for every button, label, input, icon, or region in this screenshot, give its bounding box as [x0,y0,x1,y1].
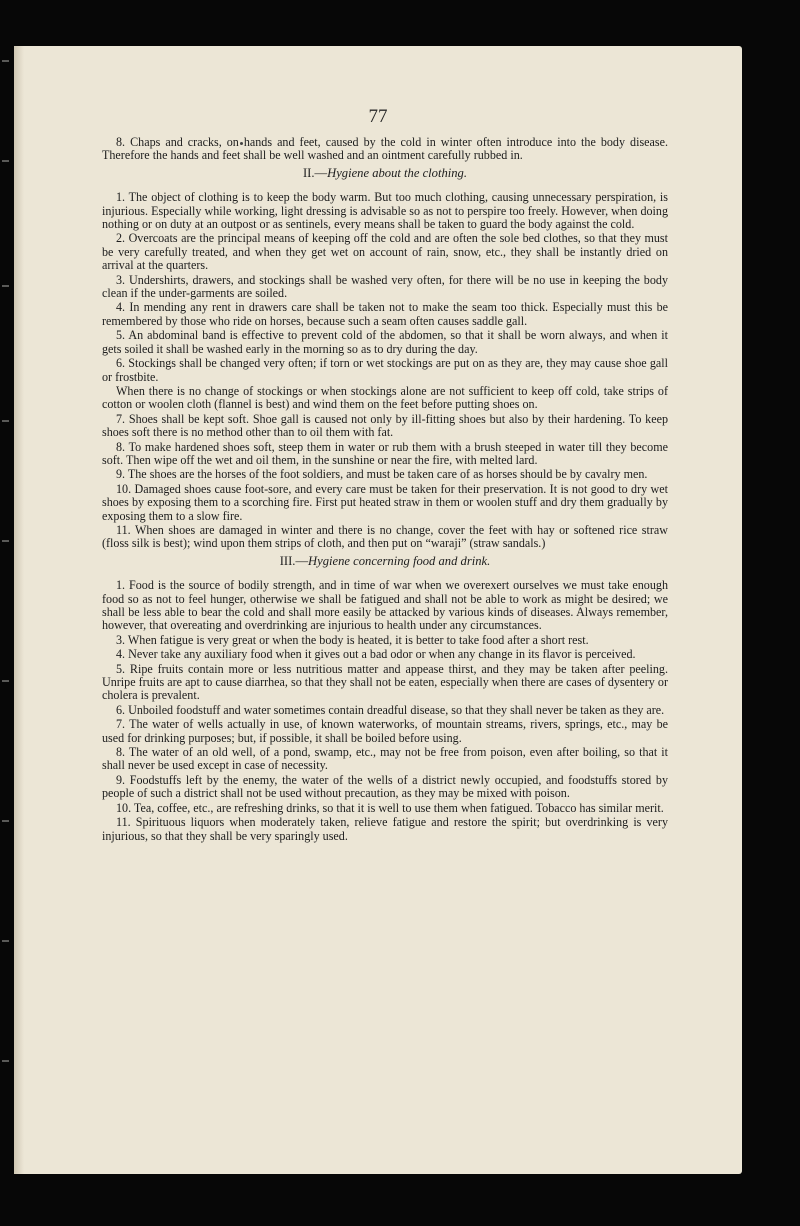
section-heading [102,167,668,180]
section-heading-number: II.— [302,165,328,180]
paragraph: 11. When shoes are damaged in winter and there is no change, cover the feet with hay or softened rice straw (floss silk is best); wind upon them strips of cloth, and then put on “waraji” (straw sandals.) [102,522,668,551]
section-heading-number: III.— [279,553,309,568]
paragraph: 6. Unboiled foodstuff and water sometimes contain dreadful disease, so that they shall never be taken as they are. [116,702,665,717]
page-text [102,136,668,844]
paragraph: 3. Undershirts, drawers, and stockings shall be washed very often, for there will be no use in keeping the body clean if the under-garments are soiled. [102,272,668,301]
paragraph: 1. The object of clothing is to keep the body warm. But too much clothing, causing unnecessary perspiration, is injurious. Especially while working, light dressing is advisable so as not to perspire too freely. However, when doing nothing or on duty at an outpost or as sentinels, every means shall be taken to guard the body against the cold. [102,190,668,232]
paragraph: 8. To make hardened shoes soft, steep them in water or rub them with a brush steeped in water till they become soft. Then wipe off the wet and oil them, in the sunshine or near the fire, with melted lard. [102,439,668,467]
paragraph: 3. When fatigue is very great or when the body is heated, it is better to take food after a short rest. [116,632,589,647]
paragraph: 4. In mending any rent in drawers care shall be taken not to make the seam too thick. Especially must this be remembered by those who ride on horses, because such a seam often causes saddle gall. [102,300,668,328]
section-heading-title: Hygiene concerning food and drink. [308,553,491,568]
page-number: 77 [368,106,388,127]
paragraph: 9. The shoes are the horses of the foot soldiers, and must be taken care of as horses should be by cavalry men. [116,467,648,482]
paragraph: 9. Foodstuffs left by the enemy, the water of the wells of a district newly occupied, and foodstuffs stored by people of such a district shall not be used without precaution, as they may be mixed with poison. [102,772,668,801]
paragraph: 10. Damaged shoes cause foot-sore, and every care must be taken for their preservation. It is not good to dry wet shoes by exposing them to a scorching fire. First put heated straw in them or woolen stuff and dry them gradually by exposing them to a slow fire. [102,481,668,523]
paragraph: 10. Tea, coffee, etc., are refreshing drinks, so that it is well to use them when fatigued. Tobacco has similar merit. [116,800,664,815]
book-page [14,46,742,1174]
paragraph: 4. Never take any auxiliary food when it gives out a bad odor or when any change in its flavor is perceived. [116,647,636,662]
paragraph: 1. Food is the source of bodily strength, and in time of war when we overexert ourselves we must take enough food so as not to feel hunger, otherwise we shall be fatigued and shall not be able to work as might be desired; we shall be less able to bear the cold and shall more easily be attacked by various kinds of diseases. Always remember, however, that overeating and overdrinking are injurious to health under any circumstances. [102,578,668,633]
paragraph: 2. Overcoats are the principal means of keeping off the cold and are often the sole bed clothes, so that they must be very carefully treated, and when they get wet on account of rain, snow, etc., they shall be instantly dried on arrival at the quarters. [102,231,668,273]
paragraph: 11. Spirituous liquors when moderately taken, relieve fatigue and restore the spirit; but overdrinking is very injurious, so that they shall be very sparingly used. [102,815,668,843]
paragraph: 6. Stockings shall be changed very often; if torn or wet stockings are put on as they are, they may cause shoe gall or frostbite. [102,356,668,384]
paragraph: 5. An abdominal band is effective to prevent cold of the abdomen, so that it shall be worn always, and when it gets soiled it shall be washed early in the morning so as to dry during the day. [102,328,668,356]
paragraph: 5. Ripe fruits contain more or less nutritious matter and appease thirst, and they may be taken after peeling. Unripe fruits are apt to cause diarrhea, so that they shall not be eaten, especially when there are cases of dysentery or cholera is prevalent. [102,661,668,703]
paragraph: 8. Chaps and cracks, on hands and feet, caused by the cold in winter often introduce into the body disease. Therefore the hands and feet shall be well washed and an ointment carefully rubbed in. [102,135,668,163]
paragraph: 7. The water of wells actually in use, of known waterworks, of mountain streams, rivers, springs, etc., may be used for drinking purposes; but, if possible, it shall be boiled before using. [102,717,668,745]
paragraph: When there is no change of stockings or when stockings alone are not sufficient to keep off cold, take strips of cotton or woolen cloth (flannel is best) and wind them on the feet before putting shoes on. [102,383,668,412]
paragraph: 8. The water of an old well, of a pond, swamp, etc., may not be free from poison, even after boiling, so that it shall never be used except in case of necessity. [102,745,668,773]
section-heading-title: Hygiene about the clothing. [327,165,468,180]
paragraph: 7. Shoes shall be kept soft. Shoe gall is caused not only by ill-fitting shoes but also by their hardening. To keep shoes soft there is no method other than to oil them with fat. [102,411,668,440]
section-heading [102,555,668,568]
